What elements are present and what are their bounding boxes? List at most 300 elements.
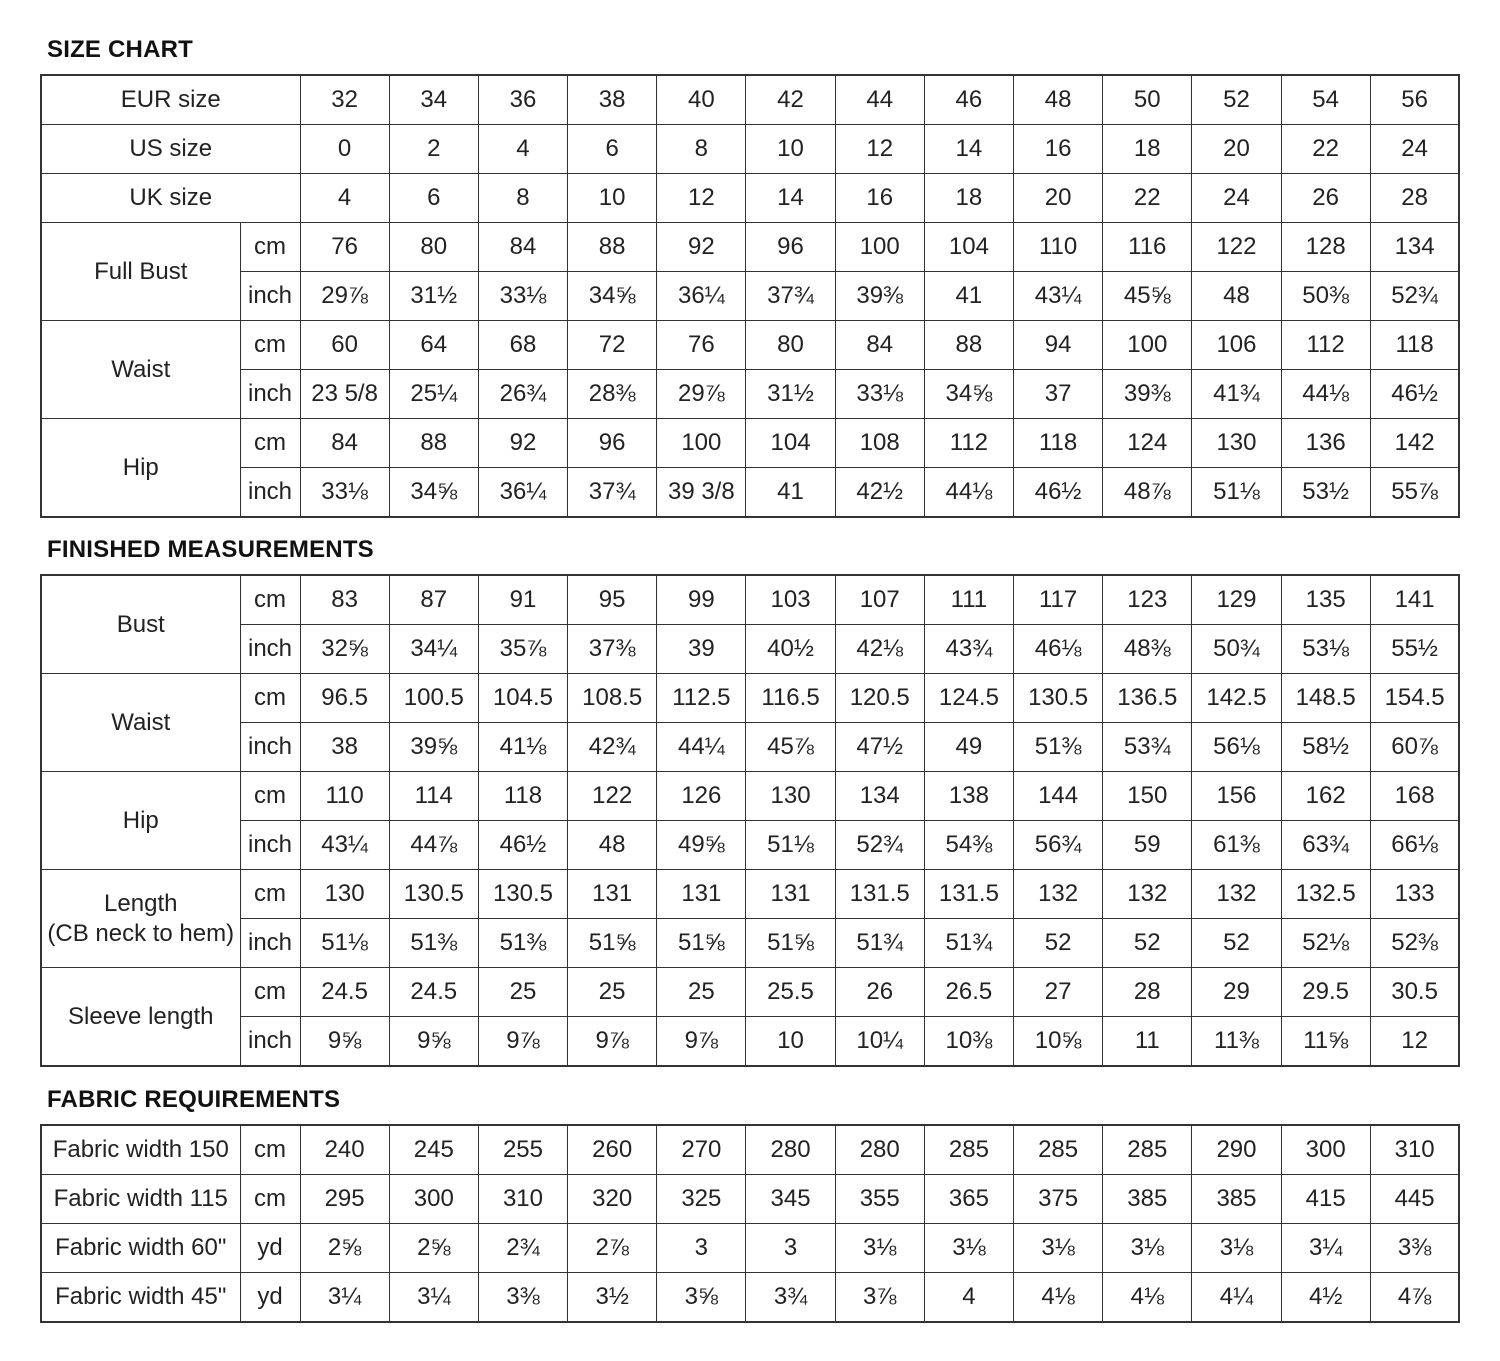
size-value-cell: 56 — [1370, 75, 1459, 125]
finished-value-cell: 114 — [389, 772, 478, 821]
fabric-value-cell: 3⅝ — [657, 1273, 746, 1323]
unit-cell: cm — [240, 321, 300, 370]
finished-value-cell: 51⅛ — [746, 821, 835, 870]
finished-value-cell: 39 — [657, 625, 746, 674]
fabric-value-cell: 290 — [1192, 1125, 1281, 1175]
measurement-value-cell: 118 — [1370, 321, 1459, 370]
finished-value-cell: 120.5 — [835, 674, 924, 723]
finished-value-cell: 96.5 — [300, 674, 389, 723]
size-value-cell: 24 — [1192, 174, 1281, 223]
finished-value-cell: 87 — [389, 575, 478, 625]
fabric-requirements-title: FABRIC REQUIREMENTS — [47, 1086, 341, 1113]
measurement-value-cell: 41¾ — [1192, 370, 1281, 419]
unit-cell: inch — [240, 468, 300, 518]
finished-value-cell: 56¾ — [1014, 821, 1103, 870]
finished-value-cell: 129 — [1192, 575, 1281, 625]
fabric-value-cell: 385 — [1103, 1175, 1192, 1224]
measurement-value-cell: 88 — [924, 321, 1013, 370]
measurement-value-cell: 64 — [389, 321, 478, 370]
size-row-label: EUR size — [41, 75, 300, 125]
finished-value-cell: 116.5 — [746, 674, 835, 723]
finished-value-cell: 148.5 — [1281, 674, 1370, 723]
measurement-value-cell: 44⅛ — [1281, 370, 1370, 419]
finished-value-cell: 25.5 — [746, 968, 835, 1017]
measurement-value-cell: 112 — [1281, 321, 1370, 370]
finished-value-cell: 135 — [1281, 575, 1370, 625]
measurement-value-cell: 88 — [568, 223, 657, 272]
finished-value-cell: 29.5 — [1281, 968, 1370, 1017]
finished-value-cell: 27 — [1014, 968, 1103, 1017]
measurement-value-cell: 130 — [1192, 419, 1281, 468]
unit-cell: cm — [240, 1175, 300, 1224]
measurement-value-cell: 104 — [924, 223, 1013, 272]
size-value-cell: 48 — [1014, 75, 1103, 125]
finished-value-cell: 138 — [924, 772, 1013, 821]
size-value-cell: 40 — [657, 75, 746, 125]
fabric-value-cell: 385 — [1192, 1175, 1281, 1224]
size-value-cell: 24 — [1370, 125, 1459, 174]
measurement-value-cell: 51⅛ — [1192, 468, 1281, 518]
finished-row — [41, 625, 1459, 674]
size-value-cell: 14 — [746, 174, 835, 223]
size-value-cell: 32 — [300, 75, 389, 125]
fabric-value-cell: 245 — [389, 1125, 478, 1175]
finished-value-cell: 134 — [835, 772, 924, 821]
finished-value-cell: 10 — [746, 1017, 835, 1067]
finished-value-cell: 47½ — [835, 723, 924, 772]
size-value-cell: 2 — [389, 125, 478, 174]
finished-value-cell: 52⅛ — [1281, 919, 1370, 968]
size-value-cell: 18 — [1103, 125, 1192, 174]
finished-value-cell: 132.5 — [1281, 870, 1370, 919]
finished-value-cell: 51⅝ — [568, 919, 657, 968]
finished-value-cell: 91 — [478, 575, 567, 625]
finished-row — [41, 723, 1459, 772]
measurement-value-cell: 122 — [1192, 223, 1281, 272]
measurement-value-cell: 80 — [746, 321, 835, 370]
fabric-row — [41, 1125, 1459, 1175]
finished-label — [41, 575, 240, 674]
measurement-value-cell: 29⅞ — [657, 370, 746, 419]
fabric-value-cell: 285 — [1103, 1125, 1192, 1175]
unit-cell: cm — [240, 575, 300, 625]
finished-label — [41, 674, 240, 772]
measurement-value-cell: 110 — [1014, 223, 1103, 272]
fabric-value-cell: 4⅛ — [1014, 1273, 1103, 1323]
measurement-value-cell: 44⅛ — [924, 468, 1013, 518]
measurement-value-cell: 106 — [1192, 321, 1281, 370]
unit-cell: cm — [240, 870, 300, 919]
finished-value-cell: 51¾ — [835, 919, 924, 968]
finished-value-cell: 132 — [1192, 870, 1281, 919]
unit-cell: yd — [240, 1273, 300, 1323]
measurement-value-cell: 55⅞ — [1370, 468, 1459, 518]
measurement-value-cell: 100 — [657, 419, 746, 468]
size-value-cell: 28 — [1370, 174, 1459, 223]
size-value-cell: 12 — [835, 125, 924, 174]
measurement-value-cell: 100 — [1103, 321, 1192, 370]
fabric-value-cell: 345 — [746, 1175, 835, 1224]
finished-value-cell: 49 — [924, 723, 1013, 772]
measurement-value-cell: 52¾ — [1370, 272, 1459, 321]
measurement-value-cell: 142 — [1370, 419, 1459, 468]
finished-value-cell: 43¼ — [300, 821, 389, 870]
finished-value-cell: 107 — [835, 575, 924, 625]
finished-value-cell: 83 — [300, 575, 389, 625]
unit-cell: inch — [240, 625, 300, 674]
unit-cell: cm — [240, 674, 300, 723]
finished-value-cell: 52⅜ — [1370, 919, 1459, 968]
measurement-value-cell: 23 5/8 — [300, 370, 389, 419]
measurement-value-cell: 92 — [478, 419, 567, 468]
measurement-value-cell: 136 — [1281, 419, 1370, 468]
fabric-value-cell: 3¼ — [300, 1273, 389, 1323]
finished-value-cell: 130.5 — [1014, 674, 1103, 723]
size-row — [41, 174, 1459, 223]
measurement-value-cell: 46½ — [1014, 468, 1103, 518]
size-value-cell: 0 — [300, 125, 389, 174]
size-value-cell: 34 — [389, 75, 478, 125]
finished-value-cell: 26.5 — [924, 968, 1013, 1017]
measurement-value-cell: 68 — [478, 321, 567, 370]
finished-value-cell: 131.5 — [924, 870, 1013, 919]
fabric-value-cell: 3⅞ — [835, 1273, 924, 1323]
measurement-value-cell: 45⅝ — [1103, 272, 1192, 321]
finished-value-cell: 117 — [1014, 575, 1103, 625]
finished-value-cell: 132 — [1103, 870, 1192, 919]
finished-value-cell: 45⅞ — [746, 723, 835, 772]
fabric-value-cell: 280 — [746, 1125, 835, 1175]
finished-value-cell: 130.5 — [478, 870, 567, 919]
finished-value-cell: 48⅜ — [1103, 625, 1192, 674]
finished-row — [41, 674, 1459, 723]
finished-value-cell: 29 — [1192, 968, 1281, 1017]
unit-cell: cm — [240, 772, 300, 821]
finished-row — [41, 1017, 1459, 1067]
finished-value-cell: 10⅜ — [924, 1017, 1013, 1067]
measurement-value-cell: 33⅛ — [835, 370, 924, 419]
measurement-value-cell: 46½ — [1370, 370, 1459, 419]
finished-value-cell: 142.5 — [1192, 674, 1281, 723]
measurement-value-cell: 34⅝ — [924, 370, 1013, 419]
finished-value-cell: 26 — [835, 968, 924, 1017]
finished-value-cell: 54⅜ — [924, 821, 1013, 870]
finished-value-cell: 56⅛ — [1192, 723, 1281, 772]
unit-cell: yd — [240, 1224, 300, 1273]
fabric-value-cell: 375 — [1014, 1175, 1103, 1224]
finished-value-cell: 61⅜ — [1192, 821, 1281, 870]
measurement-value-cell: 128 — [1281, 223, 1370, 272]
fabric-value-cell: 295 — [300, 1175, 389, 1224]
finished-value-cell: 32⅝ — [300, 625, 389, 674]
fabric-value-cell: 3¾ — [746, 1273, 835, 1323]
fabric-value-cell: 3⅛ — [1014, 1224, 1103, 1273]
measurement-value-cell: 37¾ — [746, 272, 835, 321]
fabric-value-cell: 285 — [1014, 1125, 1103, 1175]
finished-value-cell: 130.5 — [389, 870, 478, 919]
size-value-cell: 22 — [1103, 174, 1192, 223]
unit-cell: inch — [240, 919, 300, 968]
measurement-value-cell: 84 — [300, 419, 389, 468]
finished-value-cell: 60⅞ — [1370, 723, 1459, 772]
fabric-value-cell: 445 — [1370, 1175, 1459, 1224]
finished-value-cell: 124.5 — [924, 674, 1013, 723]
size-value-cell: 20 — [1192, 125, 1281, 174]
finished-value-cell: 30.5 — [1370, 968, 1459, 1017]
finished-label — [41, 772, 240, 870]
fabric-value-cell: 3⅛ — [1192, 1224, 1281, 1273]
size-value-cell: 38 — [568, 75, 657, 125]
fabric-value-cell: 320 — [568, 1175, 657, 1224]
unit-cell: inch — [240, 821, 300, 870]
fabric-value-cell: 3¼ — [389, 1273, 478, 1323]
finished-value-cell: 38 — [300, 723, 389, 772]
fabric-value-cell: 2⅞ — [568, 1224, 657, 1273]
fabric-value-cell: 4⅛ — [1103, 1273, 1192, 1323]
finished-value-cell: 12 — [1370, 1017, 1459, 1067]
measurement-value-cell: 100 — [835, 223, 924, 272]
measurement-value-cell: 92 — [657, 223, 746, 272]
unit-cell: cm — [240, 223, 300, 272]
measurement-value-cell: 25¼ — [389, 370, 478, 419]
size-value-cell: 18 — [924, 174, 1013, 223]
finished-value-cell: 131 — [657, 870, 746, 919]
finished-value-cell: 49⅝ — [657, 821, 746, 870]
measurement-row — [41, 468, 1459, 518]
measurement-value-cell: 134 — [1370, 223, 1459, 272]
finished-value-cell: 25 — [568, 968, 657, 1017]
finished-value-cell: 51⅜ — [389, 919, 478, 968]
fabric-value-cell: 280 — [835, 1125, 924, 1175]
size-value-cell: 44 — [835, 75, 924, 125]
size-row-label: UK size — [41, 174, 300, 223]
finished-value-cell: 63¾ — [1281, 821, 1370, 870]
measurement-value-cell: 60 — [300, 321, 389, 370]
size-chart-table — [40, 74, 1460, 518]
size-value-cell: 4 — [478, 125, 567, 174]
finished-label-text: Sleeve length — [68, 1002, 214, 1030]
finished-value-cell: 28 — [1103, 968, 1192, 1017]
finished-value-cell: 168 — [1370, 772, 1459, 821]
fabric-value-cell: 270 — [657, 1125, 746, 1175]
finished-label-subtext: (CB neck to hem) — [47, 919, 235, 947]
measurement-value-cell: 39⅜ — [835, 272, 924, 321]
fabric-value-cell: 4⅞ — [1370, 1273, 1459, 1323]
measurement-value-cell: 118 — [1014, 419, 1103, 468]
finished-value-cell: 9⅞ — [478, 1017, 567, 1067]
finished-value-cell: 37⅜ — [568, 625, 657, 674]
fabric-value-cell: 300 — [1281, 1125, 1370, 1175]
fabric-value-cell: 285 — [924, 1125, 1013, 1175]
fabric-value-cell: 3⅜ — [1370, 1224, 1459, 1273]
size-value-cell: 20 — [1014, 174, 1103, 223]
finished-row — [41, 821, 1459, 870]
finished-value-cell: 144 — [1014, 772, 1103, 821]
fabric-value-cell: 4¼ — [1192, 1273, 1281, 1323]
size-value-cell: 8 — [657, 125, 746, 174]
fabric-row — [41, 1224, 1459, 1273]
fabric-value-cell: 3⅛ — [835, 1224, 924, 1273]
size-value-cell: 46 — [924, 75, 1013, 125]
finished-value-cell: 9⅝ — [389, 1017, 478, 1067]
measurement-value-cell: 37 — [1014, 370, 1103, 419]
unit-cell: cm — [240, 1125, 300, 1175]
fabric-value-cell: 3⅛ — [1103, 1224, 1192, 1273]
finished-value-cell: 131 — [746, 870, 835, 919]
measurement-value-cell: 29⅞ — [300, 272, 389, 321]
unit-cell: cm — [240, 968, 300, 1017]
fabric-value-cell: 2¾ — [478, 1224, 567, 1273]
measurement-value-cell: 53½ — [1281, 468, 1370, 518]
measurement-value-cell: 37¾ — [568, 468, 657, 518]
finished-value-cell: 122 — [568, 772, 657, 821]
finished-value-cell: 44⅞ — [389, 821, 478, 870]
measurement-value-cell: 124 — [1103, 419, 1192, 468]
finished-value-cell: 130 — [300, 870, 389, 919]
fabric-requirements-table — [40, 1124, 1460, 1323]
finished-value-cell: 51⅜ — [1014, 723, 1103, 772]
measurement-value-cell: 80 — [389, 223, 478, 272]
finished-value-cell: 110 — [300, 772, 389, 821]
finished-value-cell: 51¾ — [924, 919, 1013, 968]
fabric-row — [41, 1273, 1459, 1323]
finished-value-cell: 51⅛ — [300, 919, 389, 968]
finished-value-cell: 46⅛ — [1014, 625, 1103, 674]
fabric-value-cell: 2⅝ — [300, 1224, 389, 1273]
finished-measurements-title: FINISHED MEASUREMENTS — [47, 536, 374, 563]
size-value-cell: 8 — [478, 174, 567, 223]
finished-value-cell: 24.5 — [389, 968, 478, 1017]
finished-value-cell: 52 — [1192, 919, 1281, 968]
measurement-value-cell: 34⅝ — [389, 468, 478, 518]
measurement-value-cell: 31½ — [746, 370, 835, 419]
size-value-cell: 6 — [568, 125, 657, 174]
measurement-value-cell: 116 — [1103, 223, 1192, 272]
measurement-value-cell: 42½ — [835, 468, 924, 518]
finished-value-cell: 100.5 — [389, 674, 478, 723]
measurement-label: Waist — [41, 321, 240, 419]
measurement-value-cell: 41 — [746, 468, 835, 518]
finished-value-cell: 136.5 — [1103, 674, 1192, 723]
finished-value-cell: 9⅝ — [300, 1017, 389, 1067]
size-value-cell: 10 — [746, 125, 835, 174]
finished-value-cell: 52 — [1103, 919, 1192, 968]
finished-label-text: Bust — [116, 610, 165, 638]
measurement-value-cell: 48⅞ — [1103, 468, 1192, 518]
fabric-value-cell: 310 — [478, 1175, 567, 1224]
fabric-value-cell: 3⅜ — [478, 1273, 567, 1323]
finished-value-cell: 103 — [746, 575, 835, 625]
measurement-row — [41, 321, 1459, 370]
fabric-value-cell: 3¼ — [1281, 1224, 1370, 1273]
finished-value-cell: 141 — [1370, 575, 1459, 625]
fabric-value-cell: 365 — [924, 1175, 1013, 1224]
fabric-value-cell: 355 — [835, 1175, 924, 1224]
finished-value-cell: 46½ — [478, 821, 567, 870]
size-row-label: US size — [41, 125, 300, 174]
finished-value-cell: 111 — [924, 575, 1013, 625]
fabric-label: Fabric width 150 — [41, 1125, 240, 1175]
measurement-value-cell: 84 — [478, 223, 567, 272]
measurement-value-cell: 84 — [835, 321, 924, 370]
size-chart-title: SIZE CHART — [47, 36, 193, 63]
finished-value-cell: 108.5 — [568, 674, 657, 723]
fabric-value-cell: 415 — [1281, 1175, 1370, 1224]
size-value-cell: 16 — [1014, 125, 1103, 174]
finished-value-cell: 132 — [1014, 870, 1103, 919]
finished-value-cell: 9⅞ — [657, 1017, 746, 1067]
finished-value-cell: 24.5 — [300, 968, 389, 1017]
measurement-label: Hip — [41, 419, 240, 518]
size-value-cell: 26 — [1281, 174, 1370, 223]
finished-label — [41, 968, 240, 1067]
measurement-value-cell: 94 — [1014, 321, 1103, 370]
size-value-cell: 10 — [568, 174, 657, 223]
finished-label-text: Hip — [122, 806, 159, 834]
finished-value-cell: 25 — [657, 968, 746, 1017]
fabric-value-cell: 240 — [300, 1125, 389, 1175]
size-value-cell: 50 — [1103, 75, 1192, 125]
fabric-value-cell: 3⅛ — [924, 1224, 1013, 1273]
measurement-value-cell: 76 — [300, 223, 389, 272]
fabric-value-cell: 325 — [657, 1175, 746, 1224]
measurement-value-cell: 28⅜ — [568, 370, 657, 419]
fabric-value-cell: 260 — [568, 1125, 657, 1175]
size-value-cell: 16 — [835, 174, 924, 223]
finished-value-cell: 55½ — [1370, 625, 1459, 674]
finished-value-cell: 51⅝ — [657, 919, 746, 968]
finished-label-text: Length — [104, 889, 178, 917]
finished-value-cell: 39⅝ — [389, 723, 478, 772]
finished-value-cell: 51⅜ — [478, 919, 567, 968]
measurement-value-cell: 39⅜ — [1103, 370, 1192, 419]
finished-value-cell: 53⅛ — [1281, 625, 1370, 674]
finished-value-cell: 59 — [1103, 821, 1192, 870]
finished-value-cell: 44¼ — [657, 723, 746, 772]
measurement-value-cell: 104 — [746, 419, 835, 468]
finished-measurements-table — [40, 574, 1460, 1067]
finished-value-cell: 150 — [1103, 772, 1192, 821]
size-value-cell: 12 — [657, 174, 746, 223]
unit-cell: inch — [240, 370, 300, 419]
finished-value-cell: 10¼ — [835, 1017, 924, 1067]
finished-value-cell: 11⅝ — [1281, 1017, 1370, 1067]
fabric-value-cell: 3 — [746, 1224, 835, 1273]
finished-row — [41, 575, 1459, 625]
size-value-cell: 4 — [300, 174, 389, 223]
measurement-value-cell: 36¼ — [478, 468, 567, 518]
fabric-label: Fabric width 60" — [41, 1224, 240, 1273]
finished-value-cell: 52¾ — [835, 821, 924, 870]
finished-value-cell: 99 — [657, 575, 746, 625]
fabric-value-cell: 300 — [389, 1175, 478, 1224]
finished-value-cell: 11 — [1103, 1017, 1192, 1067]
finished-value-cell: 25 — [478, 968, 567, 1017]
fabric-value-cell: 310 — [1370, 1125, 1459, 1175]
size-value-cell: 42 — [746, 75, 835, 125]
finished-value-cell: 52 — [1014, 919, 1103, 968]
fabric-value-cell: 4 — [924, 1273, 1013, 1323]
measurement-value-cell: 41 — [924, 272, 1013, 321]
finished-row — [41, 870, 1459, 919]
measurement-value-cell: 34⅝ — [568, 272, 657, 321]
measurement-value-cell: 50⅜ — [1281, 272, 1370, 321]
finished-value-cell: 43¾ — [924, 625, 1013, 674]
fabric-row — [41, 1175, 1459, 1224]
measurement-value-cell: 26¾ — [478, 370, 567, 419]
measurement-value-cell: 96 — [568, 419, 657, 468]
fabric-value-cell: 4½ — [1281, 1273, 1370, 1323]
